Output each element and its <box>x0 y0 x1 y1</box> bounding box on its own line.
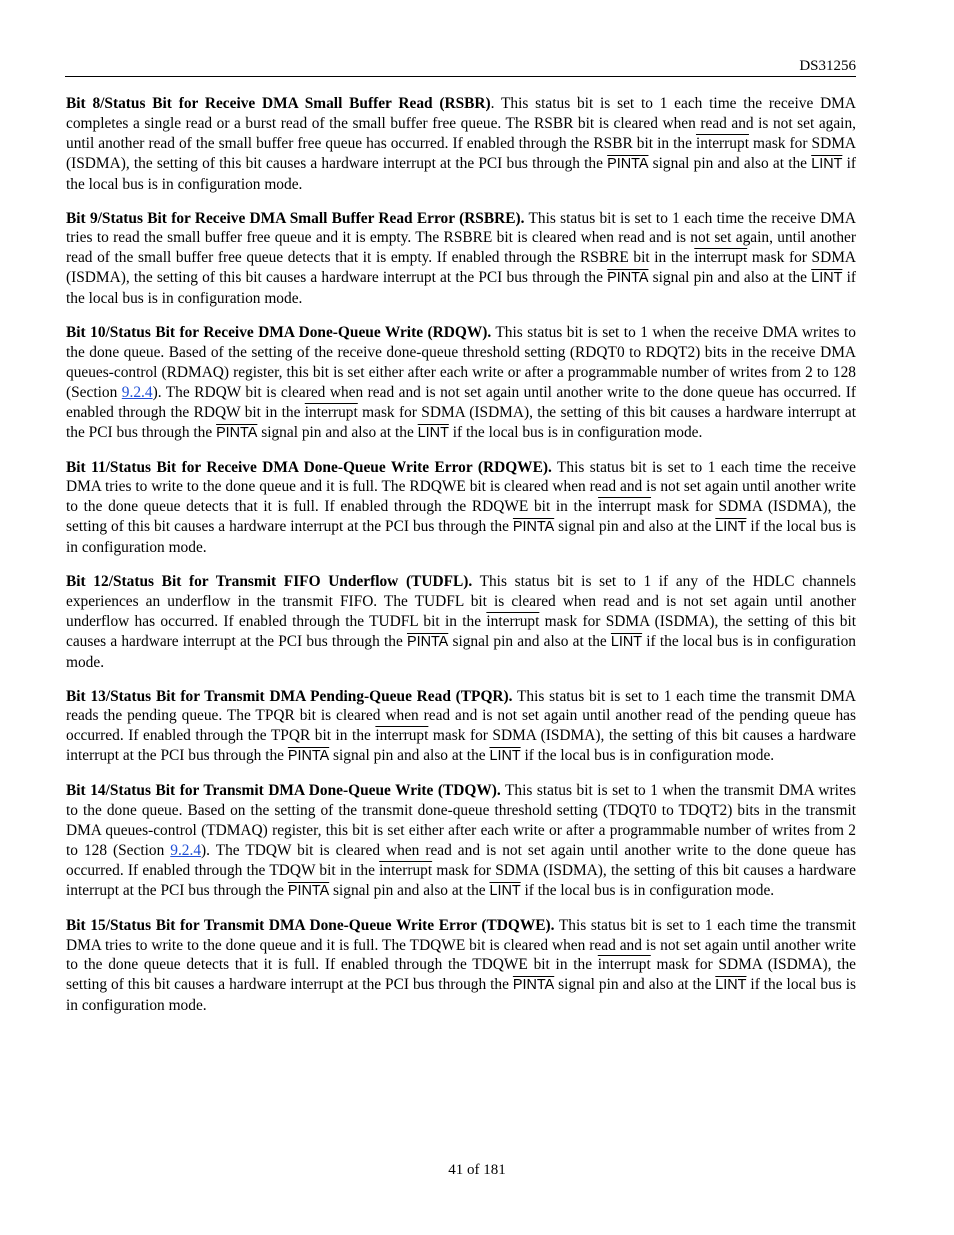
paragraph-text: signal pin and also at the <box>648 154 812 172</box>
paragraph-text: mask for SDMA (ISDMA), the setting of this bit causes a hardware interrupt at the PCI bus through the <box>66 612 857 650</box>
paragraph-text: if the local bus is in configuration mode. <box>66 976 857 1015</box>
paragraph-text: ). The TDQW bit is cleared when read and is not set again until another write to the done queue has occurred. If enabled through the TDQW bit in the <box>66 841 856 879</box>
interrupt-word: interrupt <box>695 134 749 152</box>
paragraph-text: This status bit is set to 1 when the transmit DMA writes to the done queue. Based on the setting of the transmit done-queue threshold setting (TDQT0 to TDQT2) bits in the transmit DMA queues-control (TDMAQ) register, this bit is set either after each write or after a programmable number of writes from 2 to 128 (Section <box>66 782 856 859</box>
interrupt-word: interrupt <box>379 861 433 879</box>
paragraph-text: mask for SDMA (ISDMA), the setting of this bit causes a hardware interrupt at the PCI bus through the <box>66 861 856 899</box>
paragraph-text: mask for SDMA (ISDMA), the setting of this bit causes a hardware interrupt at the PCI bus through the <box>66 134 857 172</box>
paragraph-rsbre <box>66 209 856 310</box>
signal-lint: LINT <box>811 155 843 172</box>
interrupt-word: interrupt <box>597 956 651 974</box>
paragraph-text: signal pin and also at the <box>329 747 490 765</box>
paragraph-text: if the local bus is in configuration mode. <box>448 423 703 441</box>
paragraph-rdqwe <box>66 458 856 559</box>
paragraph-text: This status bit is set to 1 each time the receive DMA tries to read the small buffer free queue and it is empty. The RSBRE bit is cleared when read and is not set again, until another read of the small buffer free queue detects that it is empty. If enabled through the RSBRE bit in the <box>66 209 856 267</box>
paragraph-text: if the local bus is in configuration mode. <box>66 154 856 193</box>
signal-pinta: PINTA <box>512 519 555 536</box>
signal-pinta: PINTA <box>512 977 555 994</box>
paragraph-text: ). The RDQW bit is cleared when read and is not set again until another write to the done queue has occurred. If enabled through the RDQW bit in the <box>66 383 856 421</box>
signal-lint: LINT <box>715 977 747 994</box>
paragraph-heading: Bit 15/Status Bit for Transmit DMA Done-Queue Write Error (TDQWE). <box>66 916 555 934</box>
paragraph-text: if the local bus is in configuration mode. <box>66 518 857 557</box>
paragraph-text: signal pin and also at the <box>257 423 418 441</box>
body-content <box>66 94 856 1030</box>
signal-pinta: PINTA <box>406 633 449 650</box>
interrupt-word: interrupt <box>694 249 748 267</box>
paragraph-rdqw <box>66 323 856 443</box>
signal-lint: LINT <box>610 633 643 650</box>
paragraph-tudfl <box>66 572 856 673</box>
signal-lint: LINT <box>715 519 747 536</box>
paragraph-text: signal pin and also at the <box>329 881 490 899</box>
paragraph-text: This status bit is set to 1 each time the transmit DMA reads the pending queue. The TPQR bit is cleared when read and is not set again until another read of the pending queue has occurred. If enabled through the TPQR bit in the <box>66 687 856 745</box>
paragraph-text: signal pin and also at the <box>554 518 716 536</box>
paragraph-text: mask for SDMA (ISDMA), the setting of this bit causes a hardware interrupt at the PCI bus through the <box>66 956 856 994</box>
interrupt-word: interrupt <box>375 727 429 745</box>
signal-lint: LINT <box>417 424 449 441</box>
paragraph-text: This status bit is set to 1 if any of the HDLC channels experiences an underflow in the transmit FIFO. The TUDFL bit is cleared when read and is not set again until another underflow has occurred. If enabled through the TUDFL bit in the <box>66 573 856 630</box>
paragraph-heading: Bit 8/Status Bit for Receive DMA Small Buffer Read (RSBR) <box>66 95 491 112</box>
paragraph-text: signal pin and also at the <box>554 976 716 994</box>
paragraph-text: mask for SDMA (ISDMA), the setting of this bit causes a hardware interrupt at the PCI bus through the <box>66 249 857 287</box>
signal-pinta: PINTA <box>287 882 330 899</box>
interrupt-word: interrupt <box>598 498 652 516</box>
paragraph-text: mask for SDMA (ISDMA), the setting of this bit causes a hardware interrupt at the PCI bus through the <box>66 403 856 441</box>
signal-pinta: PINTA <box>607 155 649 172</box>
paragraph-text: if the local bus is in configuration mode. <box>520 747 775 765</box>
signal-lint: LINT <box>811 270 843 287</box>
paragraph-rsbr <box>66 94 856 195</box>
paragraph-heading: Bit 13/Status Bit for Transmit DMA Pending-Queue Read (TPQR). <box>66 687 513 705</box>
paragraph-text: signal pin and also at the <box>648 269 812 287</box>
signal-lint: LINT <box>489 748 521 765</box>
signal-pinta: PINTA <box>607 270 649 287</box>
paragraph-text: This status bit is set to 1 when the receive DMA writes to the done queue. Based of the setting of the receive done-queue threshold setting (RDQT0 to RDQT2) bits in the receive DMA queues-control (RDMAQ) register, this bit is set either after each write or after a programmable number of writes from 2 to 128 (Section <box>66 324 856 401</box>
paragraph-text: This status bit is set to 1 each time the receive DMA tries to write to the done queue and it is full. The RDQWE bit is cleared when read and is not set again until another write to the done queue detects that it is full. If enabled through the RDQWE bit in the <box>66 458 856 516</box>
paragraph-text: if the local bus is in configuration mode. <box>520 881 775 899</box>
signal-pinta: PINTA <box>216 424 258 441</box>
document-id: DS31256 <box>799 58 856 74</box>
paragraph-text: if the local bus is in configuration mode. <box>66 632 856 671</box>
paragraph-text: mask for SDMA (ISDMA), the setting of this bit causes a hardware interrupt at the PCI bus through the <box>66 727 856 765</box>
paragraph-heading: Bit 10/Status Bit for Receive DMA Done-Queue Write (RDQW). <box>66 324 492 342</box>
paragraph-text: . This status bit is set to 1 each time the receive DMA completes a single read or a burst read of the small buffer free queue. The RSBR bit is cleared when read and is not set again, until another read of the small buffer free queue has occurred. If enabled through the RSBR bit in the <box>66 95 856 152</box>
paragraph-text: mask for SDMA (ISDMA), the setting of this bit causes a hardware interrupt at the PCI bus through the <box>66 498 856 536</box>
paragraph-text: This status bit is set to 1 each time the transmit DMA tries to write to the done queue and it is full. The TDQWE bit is cleared when read and is not set again until another write to the done queue detects that it is full. If enabled through the TDQWE bit in the <box>66 916 856 974</box>
paragraph-tdqw <box>66 781 856 901</box>
paragraph-heading: Bit 9/Status Bit for Receive DMA Small Buffer Read Error (RSBRE). <box>66 209 525 227</box>
paragraph-text: signal pin and also at the <box>448 632 611 650</box>
paragraph-heading: Bit 14/Status Bit for Transmit DMA Done-Queue Write (TDQW). <box>66 782 501 800</box>
paragraph-text: if the local bus is in configuration mode. <box>66 269 856 308</box>
paragraph-tdqwe <box>66 916 856 1017</box>
interrupt-word: interrupt <box>304 403 358 421</box>
paragraph-heading: Bit 12/Status Bit for Transmit FIFO Underflow (TUDFL). <box>66 573 473 591</box>
section-link[interactable]: 9.2.4 <box>121 383 153 401</box>
signal-pinta: PINTA <box>287 748 330 765</box>
paragraph-heading: Bit 11/Status Bit for Receive DMA Done-Queue Write Error (RDQWE). <box>66 458 552 476</box>
interrupt-word: interrupt <box>486 612 540 630</box>
page-number: 41 of 181 <box>448 1162 506 1178</box>
header-divider <box>65 76 856 77</box>
signal-lint: LINT <box>489 882 521 899</box>
section-link[interactable]: 9.2.4 <box>170 841 202 859</box>
paragraph-tpqr <box>66 687 856 768</box>
